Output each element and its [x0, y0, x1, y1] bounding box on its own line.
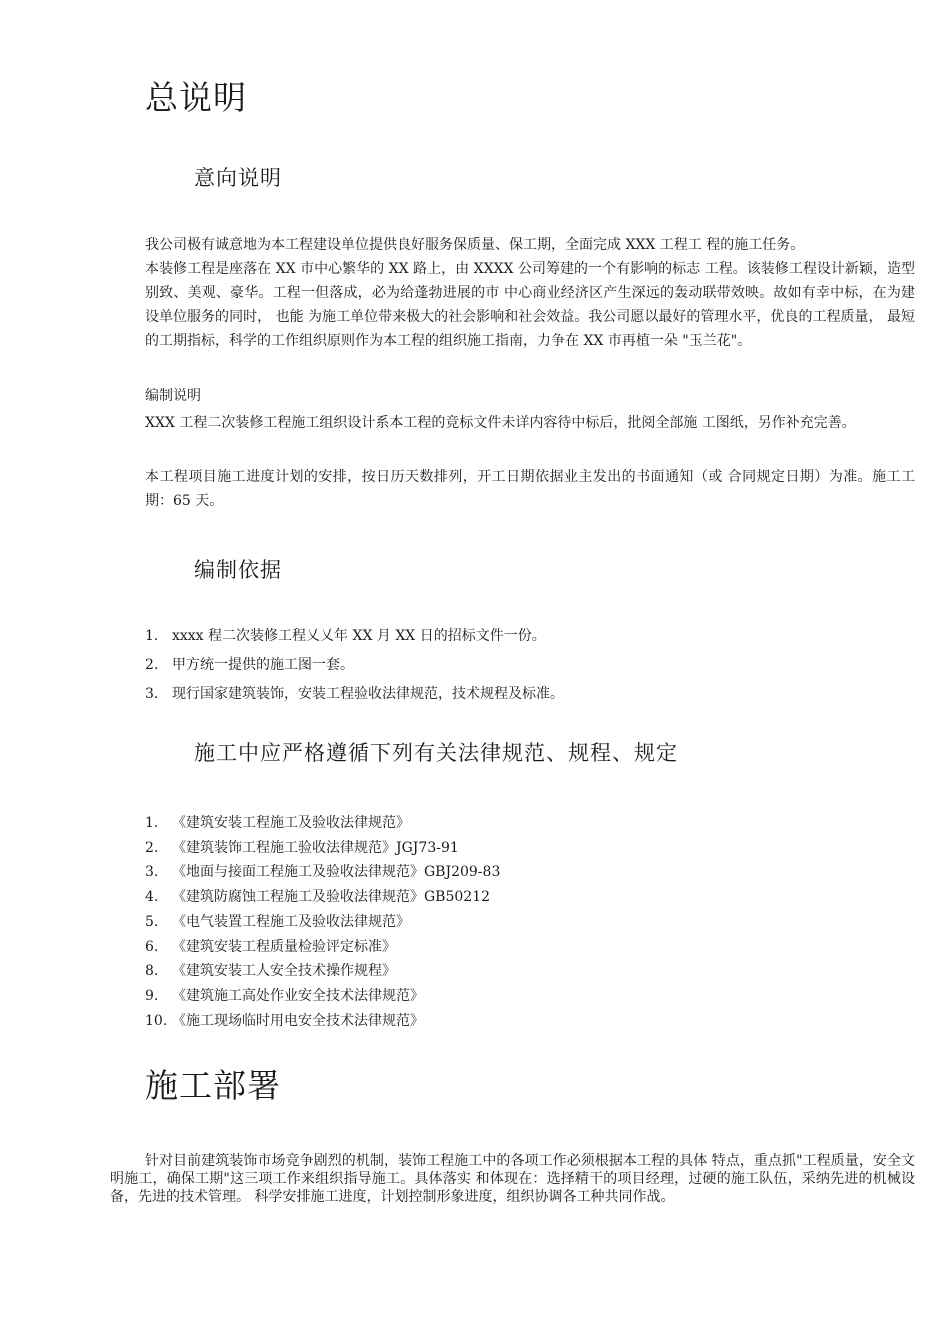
list-item-number: 5.: [145, 913, 159, 930]
list-item-text: 《建筑装饰工程施工验收法律规范》JGJ73-91: [172, 839, 459, 856]
list-item-text: 《建筑施工高处作业安全技术法律规范》: [172, 987, 424, 1004]
list-item-text: 《地面与接面工程施工及验收法律规范》GBJ209-83: [172, 864, 501, 881]
list-item-number: 3.: [145, 864, 159, 881]
list-item-text: 《建筑安装工程质量检验评定标准》: [172, 938, 396, 955]
list-item-text: 现行国家建筑装饰，安装工程验收法律规范，技术规程及标准。: [172, 686, 564, 702]
list-item-text: 《电气装置工程施工及验收法律规范》: [172, 913, 410, 930]
heading-intent: 意向说明: [194, 166, 282, 190]
list-item: [145, 984, 500, 1009]
list-item-number: 8.: [145, 963, 159, 980]
list-item-number: 2.: [145, 839, 159, 856]
list-item-text: 《建筑安装工程施工及验收法律规范》: [172, 815, 410, 831]
basis-list: [145, 622, 564, 709]
list-item: [145, 910, 500, 935]
list-item-number: 3.: [145, 686, 159, 702]
intent-paragraph-2: 本装修工程是座落在 XX 市中心繁华的 XX 路上，由 XXXX 公司筹建的一个有影响的标志 工程。该装修工程设计新颖，造型别致、美观、豪华。工程一但落成，必为给蓬勃进展的市 中心商业经济区产生深远的轰动联带效映。故如有幸中标，在为建设单位服务的同时， 也能 为施工单位带来极大的社会影响和社会效益。我公司愿以最好的管理水平，优良的工程质量， 最短的工期指标，科学的工作组织原则作为本工程的组织施工指南，力争在 XX 市再植一朵 "玉兰花"。: [145, 261, 915, 349]
heading-basis: 编制依据: [194, 558, 282, 582]
list-item: [145, 935, 500, 960]
list-item-text: 《施工现场临时用电安全技术法律规范》: [172, 1012, 424, 1029]
heading-regulations: 施工中应严格遵循下列有关法律规范、规程、规定: [194, 741, 678, 765]
list-item: [145, 680, 564, 709]
list-item: [145, 1009, 500, 1034]
list-item-number: 6.: [145, 938, 159, 955]
intent-paragraph-1: 我公司极有诚意地为本工程建设单位提供良好服务保质量、保工期，全面完成 XXX 工程工 程的施工任务。: [145, 237, 805, 253]
intent-paragraph-3: XXX 工程二次装修工程施工组织设计系本工程的竞标文件未详内容待中标后，批阅全部施 工图纸，另作补充完善。: [145, 415, 856, 431]
list-item-number: 10.: [145, 1012, 168, 1029]
section-title-deployment: 施工部署: [145, 1066, 281, 1105]
list-item: [145, 622, 564, 651]
list-item: [145, 860, 500, 885]
list-item-number: 9.: [145, 987, 159, 1004]
list-item-text: xxxx 程二次装修工程乂乂年 XX 月 XX 日的招标文件一份。: [172, 628, 546, 644]
deployment-paragraph: 针对目前建筑装饰市场竞争剧烈的机制，装饰工程施工中的各项工作必须根据本工程的具体 特点，重点抓"工程质量，安全文明施工，确保工期"这三项工作来组织指导施工。具体落实 和体现在：选择精干的项目经理，过硬的施工队伍，采纳先进的机械设备，先进的技术管理。 科学安排施工进度，计划控制形象进度，组织协调各工种共同作战。: [110, 1153, 915, 1205]
intent-paragraph-4: 本工程项目施工进度计划的安排，按日历天数排列，开工日期依据业主发出的书面通知（或 合同规定日期）为准。施工工期：65 天。: [145, 469, 915, 509]
list-item-number: 4.: [145, 889, 159, 906]
list-item: [145, 885, 500, 910]
list-item-text: 《建筑安装工人安全技术操作规程》: [172, 963, 396, 980]
list-item-text: 甲方统一提供的施工图一套。: [172, 657, 354, 673]
compilation-notes-label: 编制说明: [145, 388, 201, 404]
list-item-number: 1.: [145, 815, 159, 831]
list-item: [145, 811, 500, 836]
list-item-number: 2.: [145, 657, 159, 673]
list-item-number: 1.: [145, 628, 159, 644]
list-item: [145, 836, 500, 861]
list-item-text: 《建筑防腐蚀工程施工及验收法律规范》GB50212: [172, 889, 491, 906]
list-item: [145, 959, 500, 984]
regulations-list: [145, 811, 500, 1033]
list-item: [145, 651, 564, 680]
section-title-general: 总说明: [145, 78, 247, 117]
